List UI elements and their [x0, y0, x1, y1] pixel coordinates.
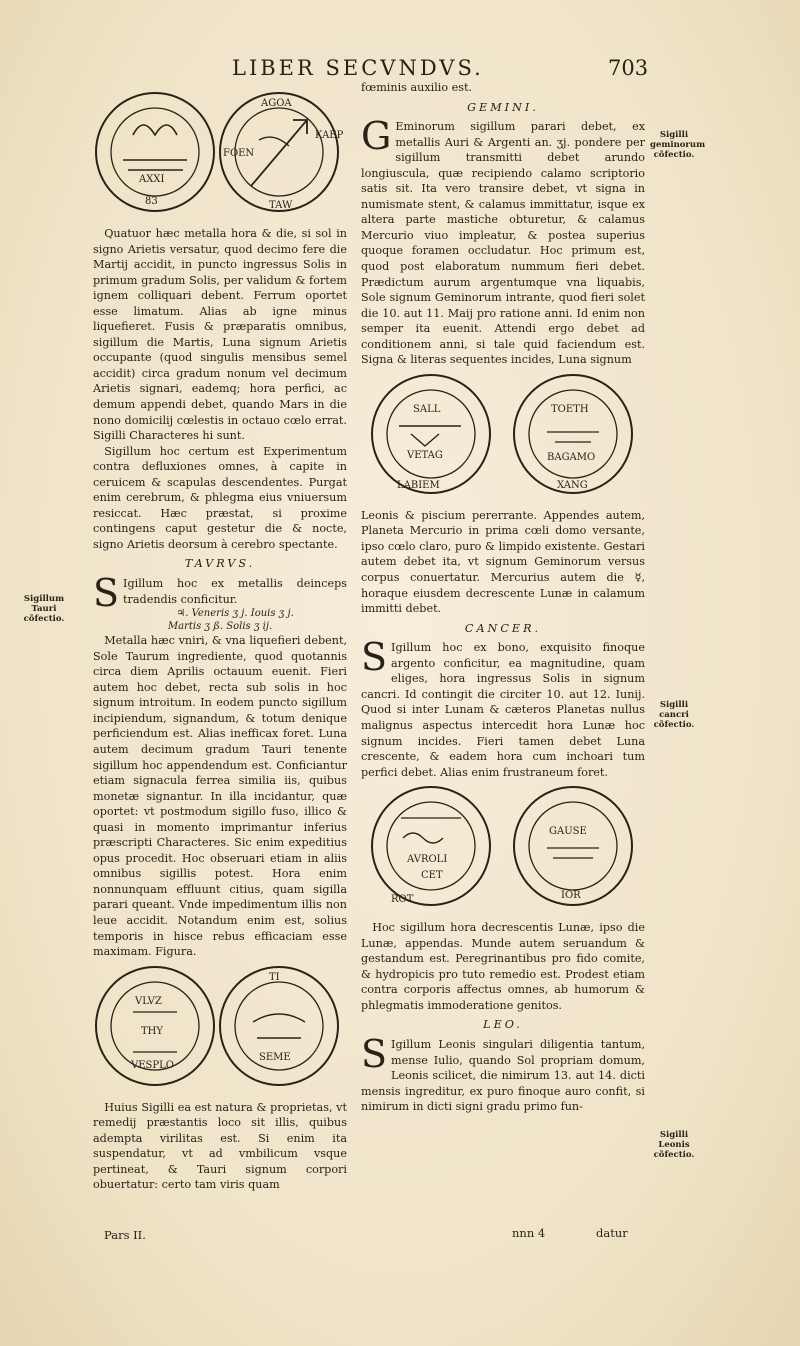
cancer-paragraph-1-text: Igillum hoc ex bono, exquisito finoque argento conficitur, ea magnitudine, quam eliges, hora ingressus Solis in signum cancri. Id contingit die circiter 10. aut 12. Iunij. Quod si inter Lunam & cæteros Planetas nullus malignus aspectus intercedit hora Lunæ hoc signum incides. Fieri tamen debet Luna crescente, & eadem hora cum inchoari tum perfici debet. Alias enim frustraneum foret. — [361, 641, 645, 779]
cancer-seal-figure — [361, 784, 645, 912]
taurus-dropcap: S — [93, 571, 120, 616]
gemini-paragraph-1 — [361, 114, 645, 368]
page-number: 703 — [608, 56, 649, 80]
taurus-dosage-1: ♃. Veneris ʒ j. Iouis ʒ j. — [176, 608, 294, 620]
gemini-paragraph-1-text: Eminorum sigillum parari debet, ex metallis Auri & Argenti an. ʒj. pondere per sigillum transmitti debet arundo longiuscula, quæ recipiendo calamo scriptorio satis sit. Ita vero transire debet, vt signa in numismate stent, & calamus immittatur, isque ex altera parte mastiche obturetur, & calamus Mercurio viuo impleatur, & postea superius quoque foramen occludatur. Hoc primum est, quod post elaboratum nummum fieri debet. Prædictum aurum argentumque vna liquabis, Sole signum Geminorum intrante, quod fieri solet die 10. aut 11. Maij pro ratione anni. Id enim non semper ita euenit. Attendi ergo debet ad conditionem anni, si tale quid faciendum est. Signa & literas sequentes incides, Luna signum — [361, 120, 645, 367]
leo-paragraph-1-text: Igillum Leonis singulari diligentia tantum, mense Iulio, quando Sol propriam domum, Leonis scilicet, die nimirum 13. aut 14. dicti mensis ingreditur, ex puro finoque auro confit, si nimirum in dicti signi gradu primo fun- — [361, 1037, 645, 1114]
aries-paragraph-1: Quatuor hæc metalla hora & die, si sol in signo Arietis versatur, quod decimo fere die Martij accidit, in puncto ingressus Solis in primum gradum Solis, per validum & fortem ignem colliquari debent. Ferrum oportet esse limatum. Alias ab igne minus liquefieret. Fusis & præparatis omnibus, sigillum die Martis, Luna signum Arietis occupante (quod singulis mensibus semel accidit) circa gradum nonum vel decimum Arietis signari, eademq; hora perfici, ac demum appendi debet, quando Mars in die nono domicilij cœlestis in octauo cœlo errat. Sigilli Characteres hi sunt. — [93, 227, 347, 443]
taurus-paragraph-2: Metalla hæc vniri, & vna liquefieri debent, Sole Taurum ingrediente, quod quotannis circa diem Aprilis octauum euenit. Fieri autem hoc debet, recta sub solis in hoc signum introitum. In eodem puncto sigillum incipiendum, signandum, & totum denique perficiendum est. Alias inefficax foret. Luna autem decimum gradum Tauri tenente sigillum hoc appendendum est. Conficiantur etiam signacula ferrea similia iis, quibus monetæ signantur. In illa incidantur, quæ oportet: vt postmodum sigillo fuso, illico & quasi in momento imprimantur inferius præscripti Characteres. Sic enim expeditius opus procedit. Hoc obseruari etiam in aliis omnibus sigillis potest. Hora enim nonnunquam effluunt citius, quam sigilla parari queant. Vnde impedimentum illis non leue accidit. Notandum enim est, solius temporis in hisce rebus efficaciam esse maximam. Figura. — [93, 634, 347, 959]
left-column — [93, 86, 347, 1193]
aries-seal-left-text: AXXI — [139, 174, 165, 185]
taurus-seal-left-text-1: VLVZ — [135, 995, 162, 1007]
margin-note-cancer: Sigilli cancri cõfectio. — [653, 700, 695, 730]
taurus-seals — [93, 964, 347, 1094]
gemini-seal-left-text-3: LABIEM — [397, 479, 440, 491]
aries-seal-right-text-1: AGOA — [261, 98, 292, 109]
gemini-seals — [361, 372, 645, 502]
margin-note-gemini: Sigilli geminorum cõfectio. — [650, 130, 706, 160]
aries-seal-right-text-2: KAEP — [315, 130, 343, 141]
aries-seal-left-number: 83 — [145, 196, 158, 207]
taurus-paragraph-1-text: Igillum hoc ex metallis deinceps tradendis conficitur. — [123, 577, 347, 606]
taurus-seal-right-text-2: SEME — [259, 1051, 291, 1063]
gemini-seal-figure — [361, 372, 645, 500]
cancer-paragraph-1 — [361, 635, 645, 780]
gemini-seal-right-text-2: BAGAMO — [547, 451, 596, 463]
leo-paragraph-1 — [361, 1031, 645, 1115]
running-title: LIBER SECVNDVS. — [232, 56, 484, 80]
taurus-seal-right-text-1: TI — [269, 971, 280, 983]
leo-dropcap: S — [361, 1031, 388, 1076]
aries-seal-figure — [93, 90, 343, 218]
taurus-heading: TAVRVS. — [184, 557, 256, 571]
cancer-dropcap: S — [361, 635, 388, 680]
cancer-seals — [361, 784, 645, 914]
continuation-line: fœminis auxilio est. — [361, 81, 473, 94]
margin-note-taurus: Sigillum Tauri cõfectio. — [23, 594, 65, 624]
cancer-seal-left-text-3: ROT — [391, 894, 414, 906]
gemini-paragraph-2: Leonis & piscium pererrante. Appendes autem, Planeta Mercurio in prima cœli domo versante, ipso cœlo claro, puro & limpido existente. Gestari autem debet ita, vt signum Geminorum versus corpus conuertatur. Mercurius autem die ☿, horaque eiusdem decrescente Lunæ in calamum immitti debet. — [361, 508, 645, 616]
footer-part: Pars II. — [104, 1228, 146, 1242]
gemini-heading: GEMINI. — [467, 100, 539, 114]
catchword: datur — [596, 1226, 628, 1240]
gemini-seal-right-text-1: TOETH — [551, 403, 589, 415]
cancer-paragraph-2: Hoc sigillum hora decrescentis Lunæ, ipso die Lunæ, appendas. Munde autem seruandum & gestandum est. Peregrinantibus pro fido comite, & hydropicis pro tuto remedio est. Prodest etiam contra corporis affectus omnes, ab humorum & phlegmatis immoderatione genitos. — [361, 921, 645, 1012]
gemini-dropcap: G — [361, 114, 392, 159]
taurus-seal-left-text-3: VESPLO — [131, 1059, 174, 1071]
aries-seal-right-text-4: TAW — [269, 200, 293, 211]
cancer-seal-left-text-2: CET — [421, 870, 443, 882]
margin-note-leo: Sigilli Leonis cõfectio. — [653, 1130, 695, 1160]
gemini-seal-right-text-3: XANG — [557, 479, 588, 491]
taurus-dosage-2: Martis ʒ ß. Solis ʒ ij. — [167, 621, 273, 633]
right-column — [361, 80, 645, 1115]
taurus-seal-left-text-2: THY — [141, 1025, 163, 1037]
gemini-seal-left-text-2: VETAG — [407, 449, 443, 461]
signature-mark: nnn 4 — [512, 1226, 546, 1240]
aries-paragraph-2: Sigillum hoc certum est Experimentum contra defluxiones omnes, à capite in ceruicem & scapulas descendentes. Purgat enim cerebrum, & phlegma eius vniuersum resiccat. Hæc præstat, si proxime contingens caput gestetur die & nocte, signo Arietis deorsum à cerebro spectante. — [93, 444, 347, 551]
taurus-seal-figure — [93, 964, 343, 1092]
taurus-paragraph-3: Huius Sigilli ea est natura & proprietas, vt remedij præstantis loco sit illis, quibus adempta virilitas est. Si enim ita suspendatur, vt ad vmbilicum vsque pertineat, & Tauri signum corpori obuertatur: certo tam viris quam — [93, 1100, 347, 1192]
gemini-seal-left-text-1: SALL — [413, 403, 441, 415]
cancer-heading: CANCER. — [464, 621, 542, 635]
cancer-seal-left-text-1: AVROLI — [407, 854, 448, 866]
aries-seal-right-text-3: FOEN — [223, 148, 255, 159]
aries-seals — [93, 90, 347, 220]
cancer-seal-right-text-2: IOR — [561, 890, 581, 902]
cancer-seal-right-text-1: GAUSE — [549, 826, 587, 838]
leo-heading: LEO. — [483, 1018, 523, 1032]
